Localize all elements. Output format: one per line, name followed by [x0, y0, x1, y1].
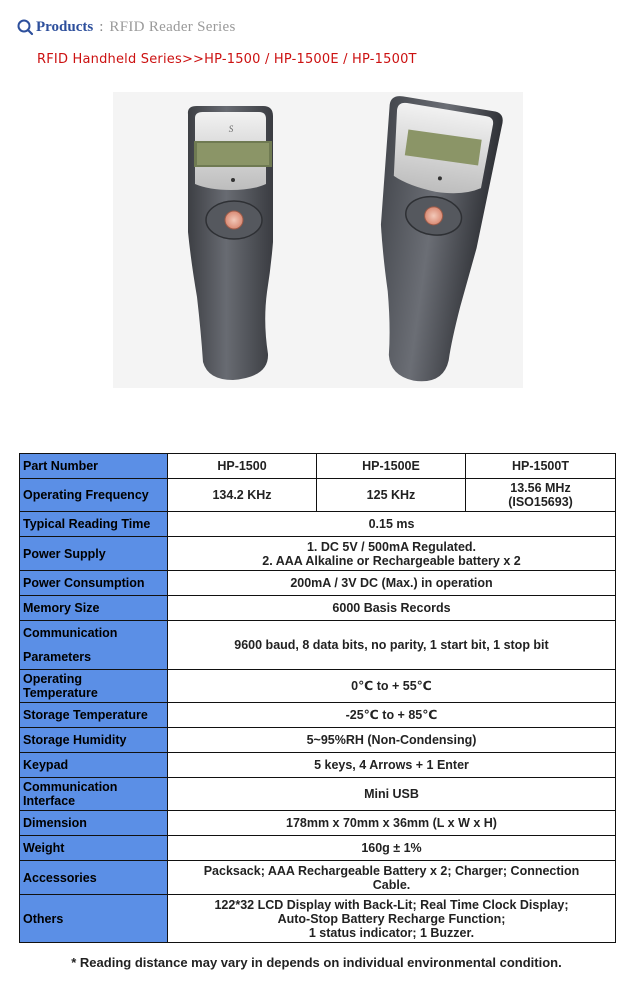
table-row — [20, 621, 616, 670]
table-cell: HP-1500T — [466, 454, 616, 479]
table-row — [20, 836, 616, 861]
table-row — [20, 454, 616, 479]
row-label: Storage Humidity — [20, 728, 168, 753]
row-label: Weight — [20, 836, 168, 861]
table-cell: 0.15 ms — [168, 512, 616, 537]
table-cell: 125 KHz — [317, 479, 466, 512]
label-line: Operating — [23, 672, 83, 686]
cell-line: 2. AAA Alkaline or Rechargeable battery x 2 — [262, 553, 521, 568]
cell-line: 13.56 MHz — [510, 481, 571, 495]
table-cell: 134.2 KHz — [168, 479, 317, 512]
table-cell: 200mA / 3V DC (Max.) in operation — [168, 571, 616, 596]
breadcrumb-separator: >> — [181, 52, 205, 67]
page-title: RFID Reader Series — [109, 18, 236, 35]
row-label: Typical Reading Time — [20, 512, 168, 537]
row-label: Part Number — [20, 454, 168, 479]
page-header — [16, 16, 236, 38]
table-cell: 5 keys, 4 Arrows + 1 Enter — [168, 753, 616, 778]
table-cell: -25℃ to + 85℃ — [168, 703, 616, 728]
row-label: Power Supply — [20, 537, 168, 571]
table-cell: 6000 Basis Records — [168, 596, 616, 621]
table-row — [20, 537, 616, 571]
cell-line: 1 status indicator; 1 Buzzer. — [308, 925, 475, 940]
table-cell: Mini USB — [168, 778, 616, 811]
row-label: Dimension — [20, 811, 168, 836]
row-label — [20, 670, 168, 703]
table-row — [20, 895, 616, 943]
label-line: Temperature — [23, 686, 98, 700]
label-line: Parameters — [23, 650, 92, 664]
row-label: Memory Size — [20, 596, 168, 621]
table-row — [20, 479, 616, 512]
row-label — [20, 621, 168, 670]
row-label: Others — [20, 895, 168, 943]
breadcrumb-category-link[interactable]: RFID Handheld Series — [37, 52, 182, 67]
cell-line: 1. DC 5V / 500mA Regulated. — [306, 539, 477, 554]
cell-line: 122*32 LCD Display with Back-Lit; Real Time Clock Display; — [214, 897, 569, 912]
table-cell — [466, 479, 616, 512]
table-cell: 178mm x 70mm x 36mm (L x W x H) — [168, 811, 616, 836]
table-row — [20, 778, 616, 811]
table-row — [20, 670, 616, 703]
table-cell: 5~95%RH (Non-Condensing) — [168, 728, 616, 753]
cell-line: Auto-Stop Battery Recharge Function; — [277, 911, 506, 926]
breadcrumb-models: HP-1500 / HP-1500E / HP-1500T — [204, 52, 417, 67]
table-cell — [168, 895, 616, 943]
table-row — [20, 753, 616, 778]
table-cell: HP-1500E — [317, 454, 466, 479]
row-label — [20, 778, 168, 811]
cell-line: (ISO15693) — [508, 495, 573, 509]
table-row — [20, 861, 616, 895]
table-row — [20, 571, 616, 596]
table-cell: 0℃ to + 55℃ — [168, 670, 616, 703]
label-line: Communication — [23, 780, 118, 794]
label-line: Communication — [23, 626, 118, 640]
table-cell: 9600 baud, 8 data bits, no parity, 1 start bit, 1 stop bit — [168, 621, 616, 670]
row-label: Storage Temperature — [20, 703, 168, 728]
cell-line: Packsack; AAA Rechargeable Battery x 2; Charger; Connection — [203, 863, 580, 878]
cell-line: Cable. — [372, 877, 411, 892]
svg-text:S: S — [228, 124, 234, 134]
row-label: Operating Frequency — [20, 479, 168, 512]
table-cell — [168, 537, 616, 571]
spec-table — [19, 453, 616, 943]
table-cell: HP-1500 — [168, 454, 317, 479]
table-row — [20, 811, 616, 836]
table-row — [20, 703, 616, 728]
table-row — [20, 728, 616, 753]
row-label: Power Consumption — [20, 571, 168, 596]
row-label: Keypad — [20, 753, 168, 778]
row-label: Accessories — [20, 861, 168, 895]
search-magnifier-icon — [16, 18, 34, 36]
product-photo — [113, 92, 523, 388]
breadcrumb — [37, 52, 417, 67]
table-row — [20, 512, 616, 537]
table-cell: 160g ± 1% — [168, 836, 616, 861]
footnote: * Reading distance may vary in depends on individual environmental condition. — [71, 955, 562, 970]
section-title[interactable]: Products — [36, 18, 94, 35]
table-row — [20, 596, 616, 621]
table-cell — [168, 861, 616, 895]
label-line: Interface — [23, 794, 76, 808]
header-separator: : — [99, 18, 104, 35]
